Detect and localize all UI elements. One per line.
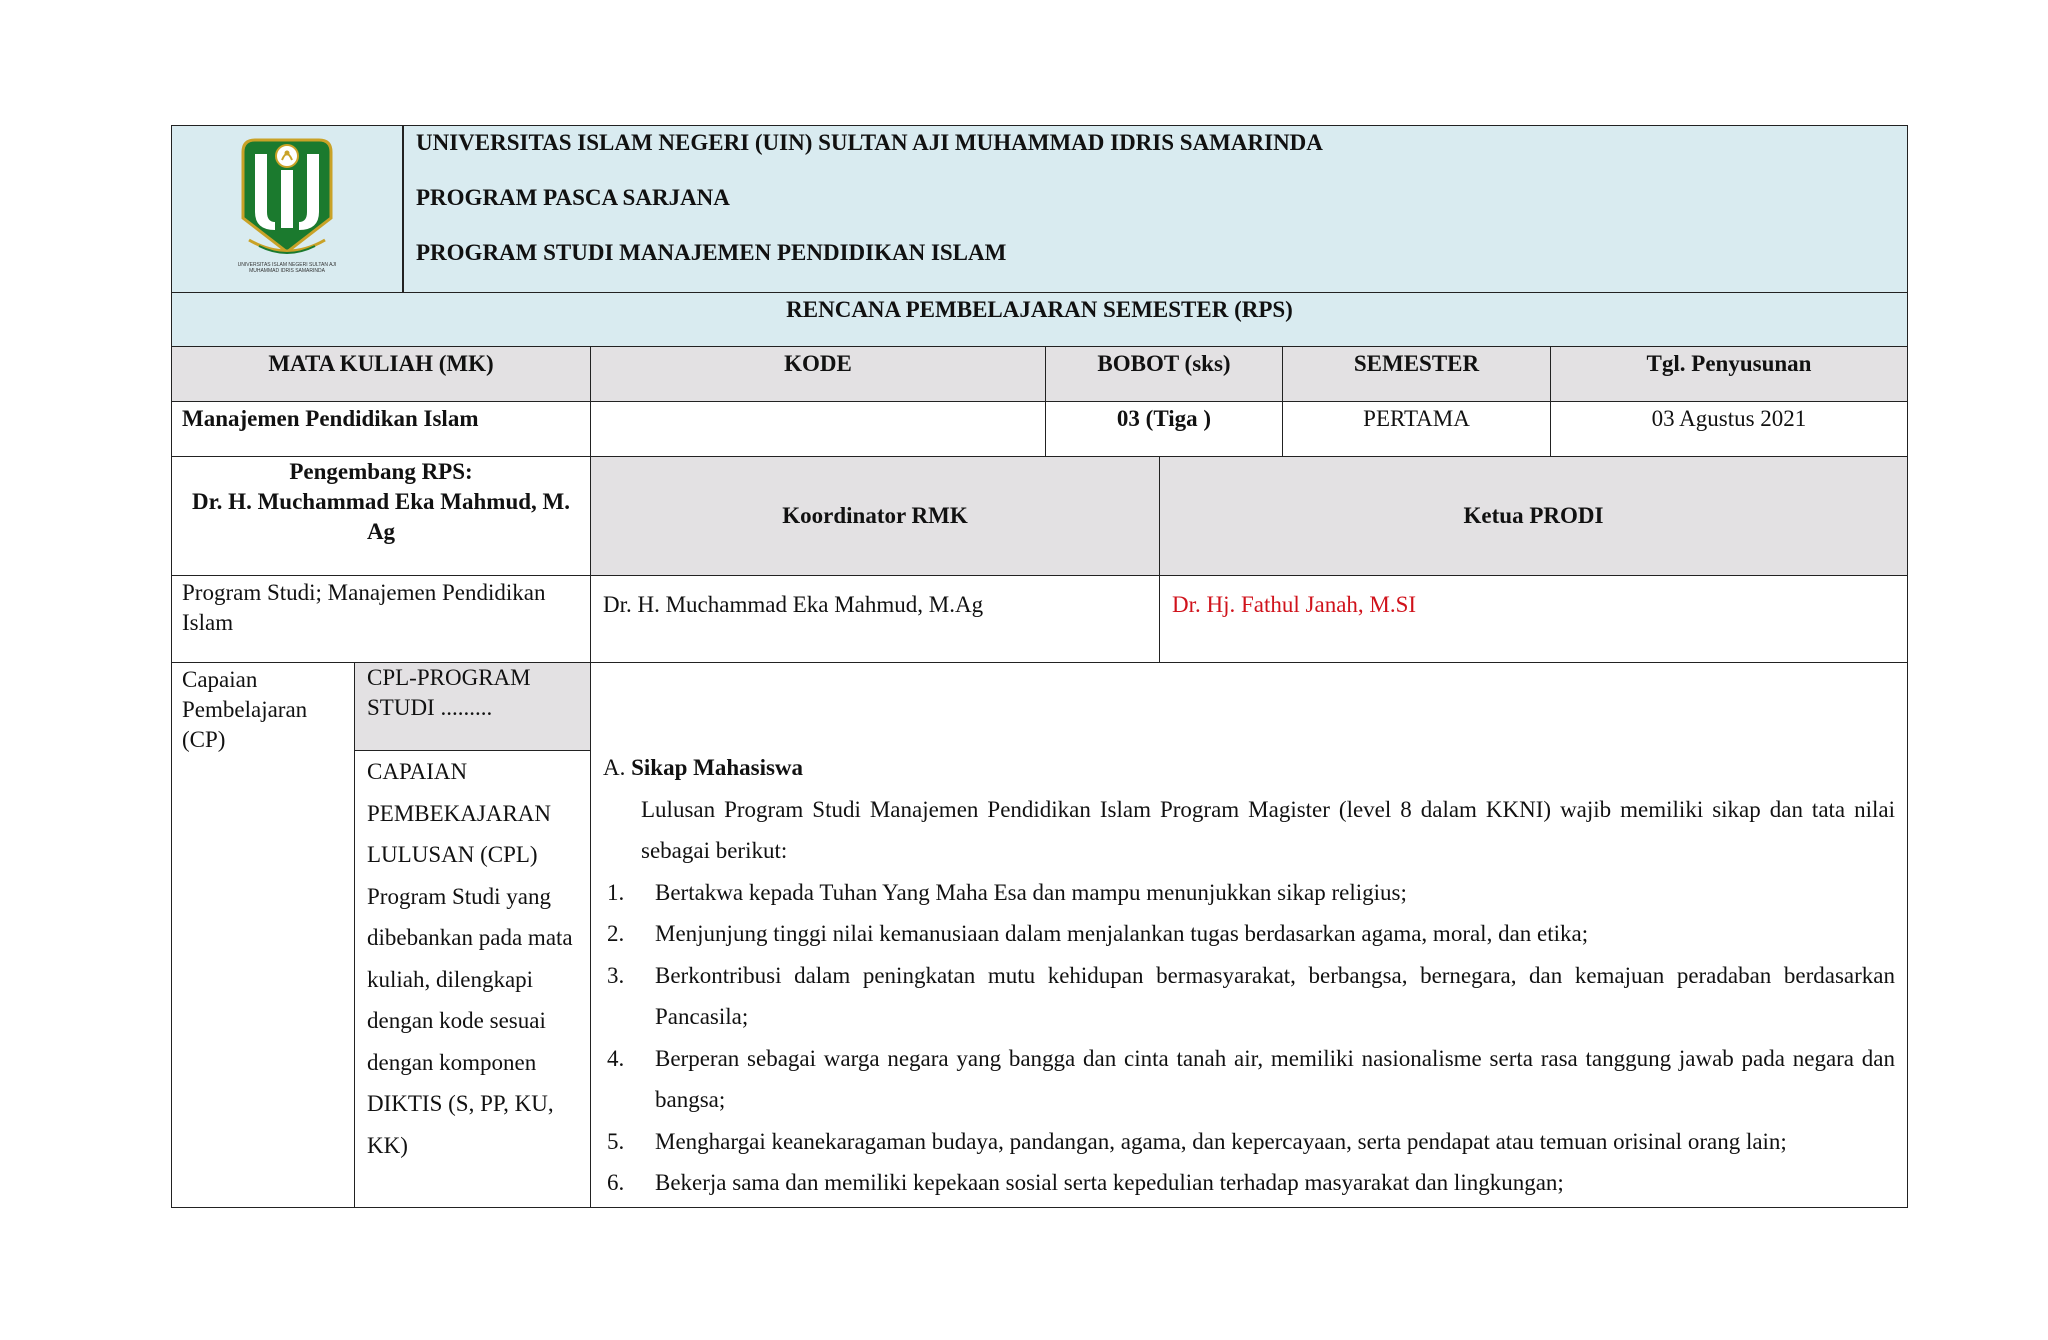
cp-label: Capaian Pembelajaran (CP) (171, 662, 355, 1208)
section-title: Sikap Mahasiswa (631, 755, 804, 780)
university-name: UNIVERSITAS ISLAM NEGERI (UIN) SULTAN AJI MUHAMMAD IDRIS SAMARINDA (416, 130, 1323, 155)
coordinator-name: Dr. H. Muchammad Eka Mahmud, M.Ag (590, 575, 1160, 663)
course-name: Manajemen Pendidikan Islam (171, 401, 591, 457)
course-date: 03 Agustus 2021 (1550, 401, 1908, 457)
course-code (590, 401, 1046, 457)
attitude-list (603, 872, 1895, 1204)
developer-name: Dr. H. Muchammad Eka Mahmud, M. Ag (191, 489, 571, 544)
item-number: 3. (607, 962, 625, 988)
rps-document (171, 125, 1908, 1208)
uin-emblem-icon (235, 130, 339, 260)
program-name: PROGRAM PASCA SARJANA (416, 185, 730, 210)
section-intro: Lulusan Program Studi Manajemen Pendidikan Islam Program Magister (level 8 dalam KKNI) wajib memiliki sikap dan tata nilai sebagai berikut: (641, 796, 1895, 863)
cpl-description: CAPAIAN PEMBEKAJARAN LULUSAN (CPL) Program Studi yang dibebankan pada mata kuliah, dilengkapi dengan kode sesuai dengan komponen DIKTIS (S, PP, KU, KK) (354, 750, 591, 1208)
section-prefix: A. (603, 755, 626, 780)
col-header-semester: SEMESTER (1282, 346, 1551, 402)
course-semester: PERTAMA (1282, 401, 1551, 457)
head-name: Dr. Hj. Fathul Janah, M.SI (1159, 575, 1908, 663)
developer-cell (171, 456, 591, 576)
list-item (603, 1162, 1895, 1204)
logo-cell (171, 125, 403, 293)
head-label (1159, 456, 1908, 576)
list-item (603, 955, 1895, 1038)
section-a (603, 747, 1895, 789)
study-program-value: Program Studi; Manajemen Pendidikan Islam (171, 575, 591, 663)
list-item (603, 872, 1895, 914)
item-number: 2. (607, 921, 625, 946)
coordinator-label (590, 456, 1160, 576)
col-header-kode: KODE (590, 346, 1046, 402)
item-number: 5. (607, 1128, 625, 1154)
list-item (603, 913, 1895, 955)
item-text: Bertakwa kepada Tuhan Yang Maha Esa dan mampu menunjukkan sikap religius; (655, 879, 1407, 905)
cpl-program-label: CPL-PROGRAM STUDI ......... (354, 662, 591, 751)
col-header-tgl: Tgl. Penyusunan (1550, 346, 1908, 402)
uin-logo (231, 130, 343, 288)
developer-label: Pengembang RPS: (289, 459, 473, 484)
coordinator-label-text: Koordinator RMK (782, 503, 968, 528)
item-text: Berkontribusi dalam peningkatan mutu kehidupan bermasyarakat, berbangsa, bernegara, dan kemajuan peradaban berdasarkan Pancasila; (655, 962, 1895, 1029)
item-text: Bekerja sama dan memiliki kepekaan sosial serta kepedulian terhadap masyarakat dan lingkungan; (655, 1170, 1564, 1195)
list-item (603, 1038, 1895, 1121)
logo-caption: UNIVERSITAS ISLAM NEGERI SULTAN AJI MUHAMMAD IDRIS SAMARINDA (237, 262, 337, 274)
col-header-mata-kuliah: MATA KULIAH (MK) (171, 346, 591, 402)
course-credits: 03 (Tiga ) (1045, 401, 1283, 457)
institution-header (403, 125, 1908, 293)
item-number: 4. (607, 1045, 625, 1071)
item-text: Berperan sebagai warga negara yang bangga dan cinta tanah air, memiliki nasionalisme serta rasa tanggung jawab pada negara dan bangsa; (655, 1045, 1895, 1112)
item-text: Menghargai keanekaragaman budaya, pandangan, agama, dan kepercayaan, serta pendapat atau temuan orisinal orang lain; (655, 1128, 1787, 1154)
list-item (603, 1121, 1895, 1163)
rps-title: RENCANA PEMBELAJARAN SEMESTER (RPS) (171, 292, 1908, 347)
head-label-text: Ketua PRODI (1463, 503, 1604, 528)
cp-content (590, 662, 1908, 1208)
item-text: Menjunjung tinggi nilai kemanusiaan dalam menjalankan tugas berdasarkan agama, moral, dan etika; (655, 921, 1589, 946)
item-number: 6. (607, 1170, 625, 1195)
col-header-bobot: BOBOT (sks) (1045, 346, 1283, 402)
study-program-name: PROGRAM STUDI MANAJEMEN PENDIDIKAN ISLAM (416, 240, 1007, 265)
item-number: 1. (607, 879, 625, 905)
